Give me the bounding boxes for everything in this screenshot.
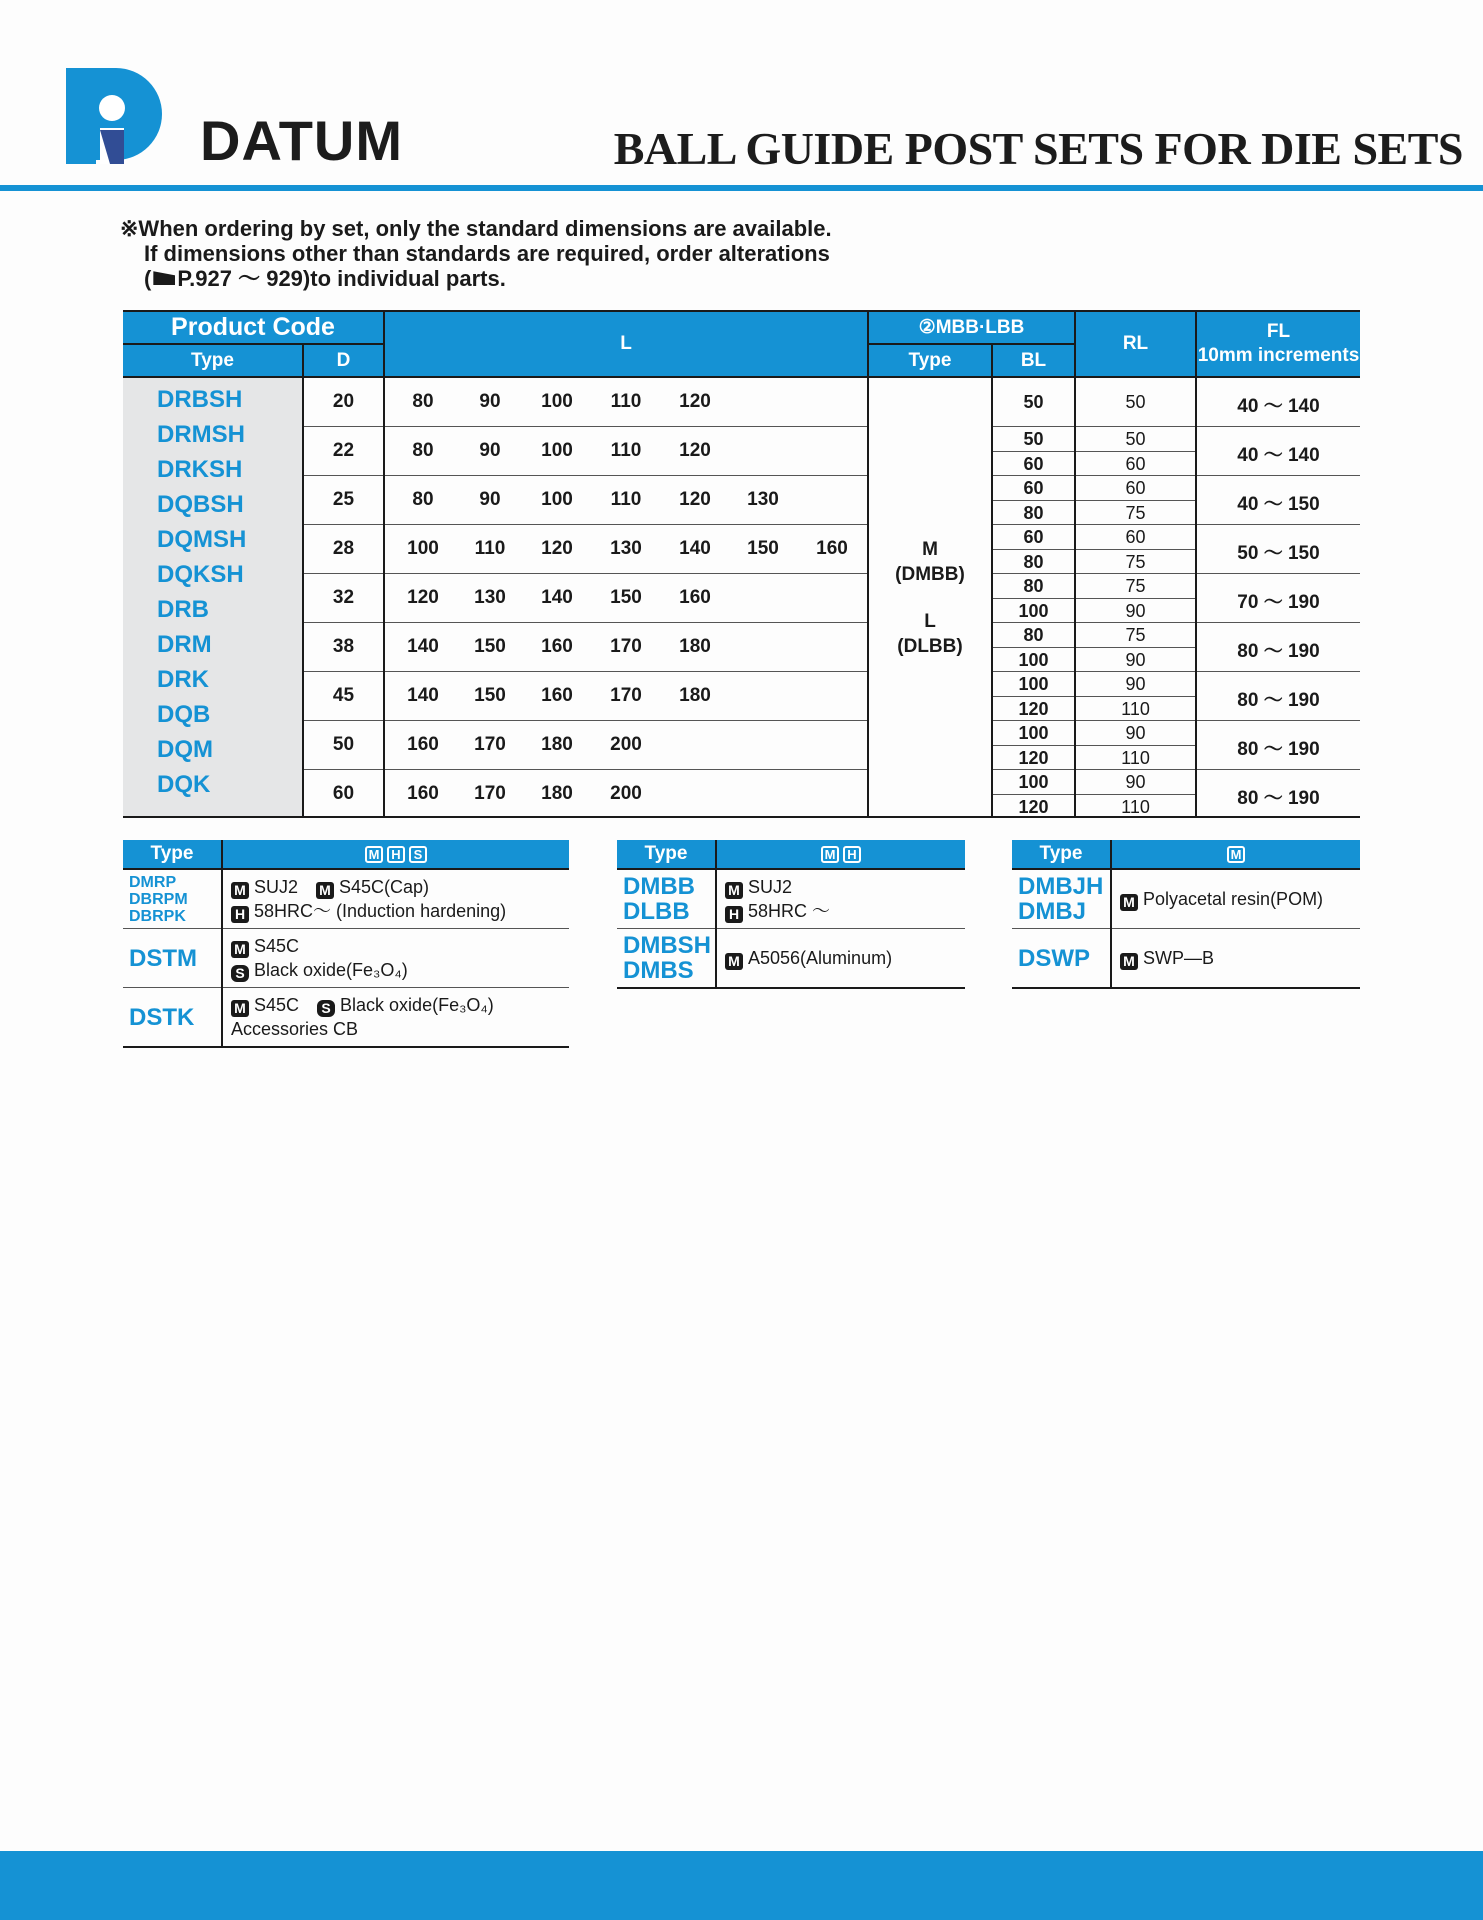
dimension-bl: 50 xyxy=(1023,429,1044,449)
dimension-fl: 50 ～ 150 xyxy=(1237,543,1320,564)
material-col-divider xyxy=(1110,840,1112,989)
material-type-cell xyxy=(129,988,219,1046)
dimension-rl: 90 xyxy=(1125,600,1146,621)
dimension-l: 130 xyxy=(474,587,506,608)
mbb-type-l: L xyxy=(924,611,936,632)
bl-row-divider xyxy=(993,745,1195,746)
material-type: DMBSH xyxy=(623,932,711,959)
material-text: Black oxide(Fe₃O₄) xyxy=(254,960,408,980)
dimension-l: 180 xyxy=(679,636,711,657)
material-table-2 xyxy=(617,840,965,992)
material-badges-slot xyxy=(1225,843,1247,865)
header-divider xyxy=(0,185,1483,191)
note-line-3-suffix: )to individual parts. xyxy=(302,266,506,291)
col-divider xyxy=(991,345,993,818)
dimension-fl: 80 ～ 190 xyxy=(1237,690,1320,711)
dimension-l: 80 xyxy=(412,440,434,461)
material-badge-s-icon: S xyxy=(317,1000,335,1017)
bl-row-divider xyxy=(993,696,1195,697)
row-divider xyxy=(993,475,1360,476)
bl-row-divider xyxy=(993,794,1195,795)
dimension-l: 110 xyxy=(610,391,642,412)
dimension-rl: 50 xyxy=(1125,429,1146,449)
dimension-l: 80 xyxy=(412,391,434,412)
row-divider xyxy=(304,524,868,525)
material-line xyxy=(231,875,506,899)
header-badge-s-icon: S xyxy=(409,846,427,863)
material-line xyxy=(1120,946,1214,970)
material-badges-header xyxy=(1112,840,1360,868)
row-divider xyxy=(993,720,1360,721)
material-type-header: Type xyxy=(1012,840,1110,868)
page-title: BALL GUIDE POST SETS FOR DIE SETS xyxy=(613,123,1463,174)
header-l: L xyxy=(385,312,867,376)
material-type-cell xyxy=(129,929,219,987)
dimension-l: 100 xyxy=(407,538,439,559)
material-badges-header xyxy=(717,840,965,868)
material-text: SUJ2 xyxy=(748,877,793,897)
material-type: DSWP xyxy=(1018,944,1090,972)
material-type: DMRP xyxy=(129,873,177,891)
material-badge-m-icon: M xyxy=(1120,894,1138,911)
datum-logo-icon xyxy=(66,68,162,164)
row-divider xyxy=(304,622,868,623)
header-badge-m-icon: M xyxy=(1227,846,1245,863)
dimension-fl: 70 ～ 190 xyxy=(1237,592,1320,613)
dimension-d: 20 xyxy=(332,391,355,412)
material-text: Polyacetal resin(POM) xyxy=(1143,889,1324,909)
product-code-table xyxy=(123,312,1360,818)
material-text: S45C(Cap) xyxy=(339,877,430,897)
dimension-d: 45 xyxy=(332,685,355,706)
material-type: DMBB xyxy=(623,873,695,900)
header-split-line xyxy=(123,343,383,345)
dimension-l: 150 xyxy=(474,685,506,706)
material-description xyxy=(1120,929,1214,987)
row-divider xyxy=(304,720,868,721)
note-line-3-prefix: ( xyxy=(144,266,152,291)
material-type: DSTM xyxy=(129,944,197,972)
material-description xyxy=(1120,870,1323,928)
row-divider xyxy=(993,573,1360,574)
material-badge-m-icon: M xyxy=(1120,953,1138,970)
material-col-divider xyxy=(715,840,717,989)
dimension-l: 150 xyxy=(747,538,779,559)
col-divider xyxy=(1195,312,1197,818)
header-rl: RL xyxy=(1076,312,1195,376)
dimension-l: 170 xyxy=(610,685,642,706)
header-bl: BL xyxy=(993,345,1074,376)
dimension-bl: 100 xyxy=(1018,723,1049,743)
dimension-l: 100 xyxy=(541,391,573,412)
material-type: DBRPM xyxy=(129,890,188,908)
dimension-l: 160 xyxy=(816,538,848,559)
header-fl-sub: 10mm increments xyxy=(1197,345,1360,366)
header-group-type: Type xyxy=(869,345,991,376)
row-divider xyxy=(993,671,1360,672)
material-type: DSTK xyxy=(129,1003,195,1031)
dimension-rl: 50 xyxy=(1125,392,1146,412)
ordering-note xyxy=(120,216,832,291)
dimension-fl: 40 ～ 150 xyxy=(1237,494,1320,515)
dimension-d: 60 xyxy=(332,783,355,804)
material-line xyxy=(725,946,892,970)
header-product-code: Product Code xyxy=(123,312,383,343)
footer-band xyxy=(0,1851,1483,1920)
dimension-bl: 100 xyxy=(1018,772,1049,792)
product-type: DRBSH xyxy=(157,386,243,413)
material-badge-m-icon: M xyxy=(231,941,249,958)
dimension-rl: 90 xyxy=(1125,772,1146,792)
dimension-l: 140 xyxy=(679,538,711,559)
dimension-fl: 80 ～ 190 xyxy=(1237,641,1320,662)
dimension-l: 120 xyxy=(541,538,573,559)
material-badges-slot xyxy=(819,843,863,865)
material-type-cell xyxy=(129,870,219,928)
material-badges-slot xyxy=(363,843,429,865)
dimension-l: 170 xyxy=(474,783,506,804)
col-divider xyxy=(1074,312,1076,818)
bl-row-divider xyxy=(993,647,1195,648)
material-badge-h-icon: H xyxy=(231,906,249,923)
row-divider xyxy=(304,769,868,770)
bl-row-divider xyxy=(993,549,1195,550)
dimension-l: 150 xyxy=(610,587,642,608)
dimension-l: 150 xyxy=(474,636,506,657)
material-type-header: Type xyxy=(123,840,221,868)
material-description xyxy=(231,988,494,1046)
dimension-fl: 40 ～ 140 xyxy=(1237,396,1320,417)
row-divider xyxy=(993,524,1360,525)
col-divider xyxy=(383,312,385,818)
mbb-type-l-code: (DLBB) xyxy=(897,636,963,657)
bl-row-divider xyxy=(993,500,1195,501)
product-type: DRKSH xyxy=(157,456,243,483)
material-text: S45C xyxy=(254,936,300,956)
table-top-border xyxy=(123,310,1360,312)
dimension-bl: 60 xyxy=(1023,478,1044,498)
dimension-l: 130 xyxy=(747,489,779,510)
dimension-l: 120 xyxy=(679,489,711,510)
material-line xyxy=(231,1017,494,1041)
dimension-l: 160 xyxy=(407,734,439,755)
dimension-fl: 80 ～ 190 xyxy=(1237,788,1320,809)
product-type: DQBSH xyxy=(157,491,244,518)
dimension-l: 140 xyxy=(541,587,573,608)
dimension-rl: 75 xyxy=(1125,502,1146,523)
material-table-3 xyxy=(1012,840,1360,992)
material-type: DMBJ xyxy=(1018,898,1087,925)
material-badge-m-icon: M xyxy=(725,953,743,970)
dimension-l: 160 xyxy=(407,783,439,804)
header-type: Type xyxy=(123,345,302,376)
header-mbb-lbb: ②MBB·LBB xyxy=(869,312,1074,343)
dimension-l: 100 xyxy=(541,489,573,510)
dimension-l: 170 xyxy=(610,636,642,657)
row-divider xyxy=(304,426,868,427)
dimension-d: 50 xyxy=(332,734,355,755)
material-type-cell xyxy=(1018,870,1108,928)
product-type: DRM xyxy=(157,631,212,658)
material-col-divider xyxy=(221,840,223,1048)
dimension-bl: 120 xyxy=(1018,796,1049,817)
dimension-fl: 40 ～ 140 xyxy=(1237,445,1320,466)
material-row-divider xyxy=(1012,987,1360,989)
dimension-l: 160 xyxy=(679,587,711,608)
dimension-d: 22 xyxy=(332,440,355,461)
dimension-l: 140 xyxy=(407,685,439,706)
dimension-bl: 80 xyxy=(1023,502,1044,523)
material-text: Black oxide(Fe₃O₄) xyxy=(340,995,494,1015)
dimension-l: 110 xyxy=(474,538,506,559)
row-divider xyxy=(993,426,1360,427)
dimension-l: 120 xyxy=(407,587,439,608)
dimension-rl: 110 xyxy=(1121,796,1150,817)
col-divider xyxy=(867,312,869,818)
header-badge-m-icon: M xyxy=(365,846,383,863)
material-badge-s-icon: S xyxy=(231,965,249,982)
product-type: DRB xyxy=(157,596,209,623)
material-line xyxy=(231,993,494,1017)
dimension-d: 38 xyxy=(332,636,355,657)
row-divider xyxy=(304,573,868,574)
material-type-cell xyxy=(623,870,713,928)
product-type: DQMSH xyxy=(157,526,247,553)
material-badge-m-icon: M xyxy=(316,882,334,899)
material-type: DBRPK xyxy=(129,907,186,925)
dimension-l: 180 xyxy=(541,783,573,804)
dimension-bl: 60 xyxy=(1023,527,1044,547)
material-badge-m-icon: M xyxy=(231,882,249,899)
material-text: A5056(Aluminum) xyxy=(748,948,893,968)
bl-row-divider xyxy=(993,598,1195,599)
dimension-l: 110 xyxy=(610,489,642,510)
material-text: SUJ2 xyxy=(254,877,299,897)
dimension-bl: 80 xyxy=(1023,625,1044,645)
material-description xyxy=(231,870,506,928)
dimension-bl: 120 xyxy=(1018,698,1049,719)
dimension-bl: 50 xyxy=(1023,392,1044,412)
dimension-rl: 110 xyxy=(1121,698,1150,719)
product-type: DQK xyxy=(157,771,211,798)
brand-name: DATUM xyxy=(200,109,404,172)
dimension-d: 25 xyxy=(332,489,355,510)
header-split-line-2 xyxy=(869,343,1074,345)
product-type: DQM xyxy=(157,736,213,763)
dimension-bl: 100 xyxy=(1018,649,1049,670)
dimension-l: 160 xyxy=(541,685,573,706)
material-type: DMBS xyxy=(623,957,694,984)
material-type: DMBJH xyxy=(1018,873,1104,900)
product-type: DQKSH xyxy=(157,561,244,588)
material-type-cell xyxy=(623,929,713,987)
dimension-l: 170 xyxy=(474,734,506,755)
dimension-rl: 90 xyxy=(1125,649,1146,670)
col-divider xyxy=(302,345,304,818)
dimension-l: 140 xyxy=(407,636,439,657)
note-page-ref: P.927 ～ 929 xyxy=(177,266,303,291)
header-fl-label: FL xyxy=(1266,321,1291,342)
dimension-l: 200 xyxy=(610,734,642,755)
material-badges-header xyxy=(223,840,569,868)
header-badge-m-icon: M xyxy=(821,846,839,863)
dimension-d: 28 xyxy=(332,538,355,559)
mbb-type-m: M xyxy=(922,539,938,560)
dimension-rl: 90 xyxy=(1125,723,1146,743)
dimension-l: 90 xyxy=(479,489,501,510)
dimension-l: 80 xyxy=(412,489,434,510)
material-row-divider xyxy=(617,987,965,989)
dimension-l: 120 xyxy=(679,391,711,412)
material-text: S45C xyxy=(254,995,300,1015)
material-type-cell xyxy=(1018,929,1108,987)
row-divider xyxy=(304,475,868,476)
dimension-rl: 60 xyxy=(1125,478,1146,498)
material-row-divider xyxy=(123,1046,569,1048)
header-badge-h-icon: H xyxy=(387,846,405,863)
dimension-bl: 120 xyxy=(1018,747,1049,768)
material-description xyxy=(231,929,408,987)
dimension-bl: 60 xyxy=(1023,453,1044,474)
material-text: 58HRC ～ xyxy=(748,901,831,921)
row-divider xyxy=(993,622,1360,623)
material-line xyxy=(725,899,830,923)
material-badge-h-icon: H xyxy=(725,906,743,923)
table-bottom-border xyxy=(123,816,1360,818)
dimension-rl: 75 xyxy=(1125,625,1146,645)
dimension-fl: 80 ～ 190 xyxy=(1237,739,1320,760)
material-description xyxy=(725,870,830,928)
dimension-l: 120 xyxy=(679,440,711,461)
page-reference-icon xyxy=(153,271,175,285)
dimension-rl: 60 xyxy=(1125,527,1146,547)
material-line xyxy=(231,899,506,923)
row-divider xyxy=(304,671,868,672)
material-text: 58HRC～ (Induction hardening) xyxy=(254,901,507,921)
dimension-l: 110 xyxy=(610,440,642,461)
dimension-rl: 110 xyxy=(1121,747,1150,768)
dimension-l: 180 xyxy=(679,685,711,706)
dimension-d: 32 xyxy=(332,587,355,608)
row-divider xyxy=(993,769,1360,770)
header-bottom-border xyxy=(123,376,1360,378)
dimension-rl: 75 xyxy=(1125,576,1146,596)
material-text: Accessories CB xyxy=(231,1019,359,1039)
header-d: D xyxy=(304,345,383,376)
product-type: DRMSH xyxy=(157,421,245,448)
material-line xyxy=(231,934,408,958)
dimension-l: 90 xyxy=(479,391,501,412)
dimension-rl: 60 xyxy=(1125,453,1146,474)
material-line xyxy=(1120,887,1323,911)
dimension-l: 90 xyxy=(479,440,501,461)
dimension-l: 180 xyxy=(541,734,573,755)
material-badge-m-icon: M xyxy=(725,882,743,899)
material-badge-m-icon: M xyxy=(231,1000,249,1017)
header-fl xyxy=(1197,312,1360,376)
mbb-type-m-code: (DMBB) xyxy=(895,564,965,585)
dimension-bl: 100 xyxy=(1018,600,1049,621)
dimension-rl: 75 xyxy=(1125,551,1146,572)
note-line-1: ※When ordering by set, only the standard dimensions are available. xyxy=(120,216,832,241)
dimension-rl: 90 xyxy=(1125,674,1146,694)
material-text: SWP—B xyxy=(1143,948,1215,968)
note-line-2: If dimensions other than standards are required, order alterations xyxy=(144,241,830,266)
dimension-bl: 100 xyxy=(1018,674,1049,694)
product-type: DRK xyxy=(157,666,209,693)
dimension-l: 160 xyxy=(541,636,573,657)
dimension-l: 130 xyxy=(610,538,642,559)
bl-row-divider xyxy=(993,451,1195,452)
material-type: DLBB xyxy=(623,898,690,925)
material-type-header: Type xyxy=(617,840,715,868)
dimension-l: 100 xyxy=(541,440,573,461)
material-table-1 xyxy=(123,840,569,1050)
material-description xyxy=(725,929,892,987)
mbb-type-cell xyxy=(869,378,991,818)
material-line xyxy=(725,875,830,899)
dimension-bl: 80 xyxy=(1023,576,1044,596)
product-type: DQB xyxy=(157,701,211,728)
material-line xyxy=(231,958,408,982)
dimension-bl: 80 xyxy=(1023,551,1044,572)
dimension-l: 200 xyxy=(610,783,642,804)
header-badge-h-icon: H xyxy=(843,846,861,863)
